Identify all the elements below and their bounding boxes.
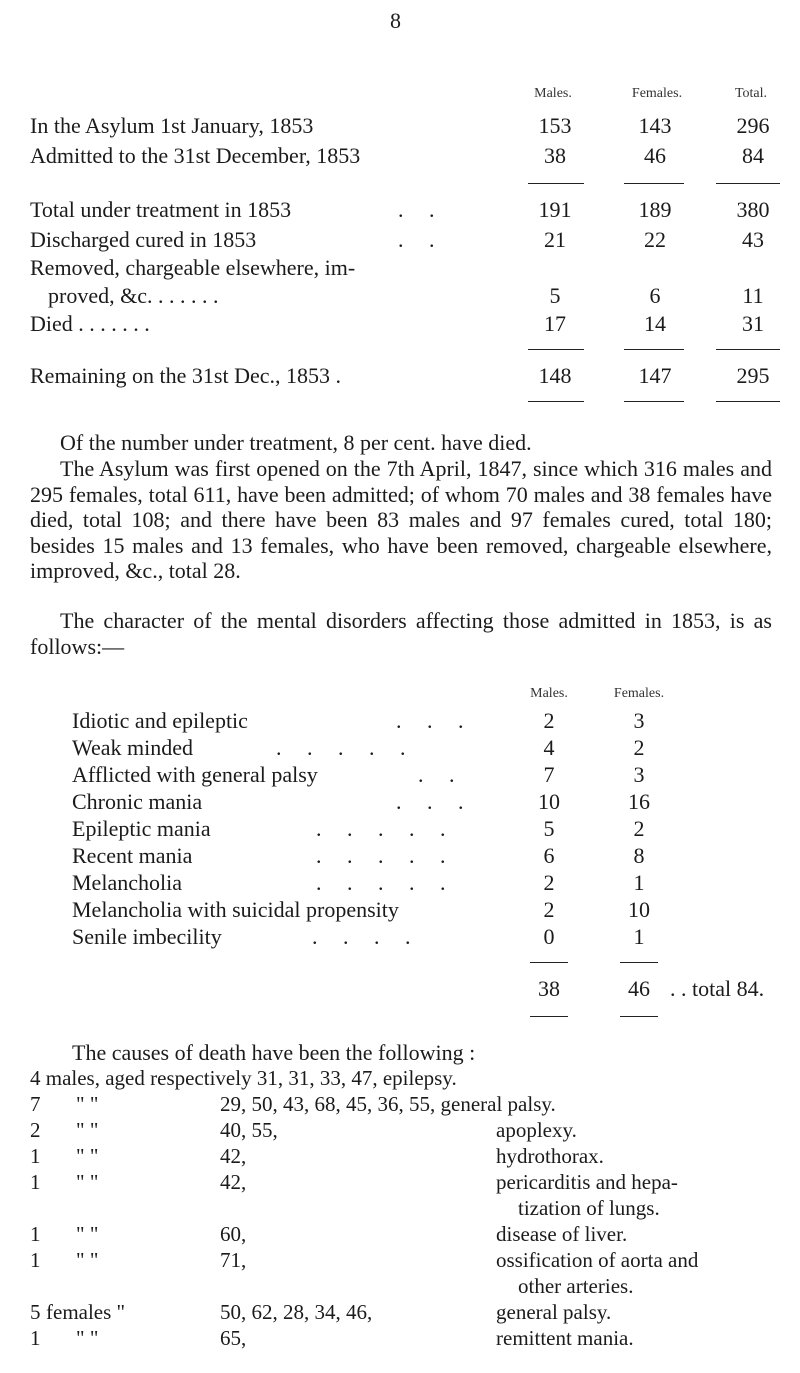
disorder-label: Epileptic mania [72, 816, 211, 841]
summary-row-label: Total under treatment in 1853 [30, 197, 292, 222]
summary-cell: 22 [644, 227, 666, 252]
disorder-cell: 8 [633, 843, 645, 868]
disorder-cell: 10 [628, 897, 650, 922]
leader-dots: . . [398, 197, 445, 222]
cause-row [30, 1222, 628, 1247]
summary-cell: 295 [736, 363, 770, 388]
summary-cell: 6 [649, 283, 661, 308]
disorder-cell: 1 [633, 870, 645, 895]
sum-rule [530, 1016, 568, 1017]
summary-cell: 46 [644, 143, 666, 168]
disorder-cell: 5 [543, 816, 555, 841]
cause-row [30, 1300, 612, 1325]
paragraph [30, 430, 772, 456]
summary-cell: 380 [736, 197, 770, 222]
sum-rule [624, 183, 684, 184]
cause-ages: 42, [220, 1144, 247, 1168]
leader-dots: . . . . [312, 924, 421, 949]
cause-who: females " [46, 1300, 126, 1324]
cause-ages: respectively 31, 31, 33, 47, [150, 1066, 378, 1090]
summary-cell: 43 [742, 227, 764, 252]
disorder-label: Idiotic and epileptic [72, 708, 248, 733]
leader-dots: . . . . . [316, 816, 456, 841]
disorder-cell: 4 [543, 735, 555, 760]
sum-rule [624, 349, 684, 350]
paragraph-text: Of the number under treatment, 8 per cent. have died. [60, 430, 532, 455]
sum-rule [528, 349, 584, 350]
summary-cell: 84 [742, 143, 764, 168]
cause-ages: 50, 62, 28, 34, 46, [220, 1300, 373, 1324]
col-header-females: Females. [613, 686, 665, 701]
leader-dots: . . . . . [276, 735, 416, 760]
ditto-marks: " " [76, 1248, 99, 1272]
summary-cell: 189 [638, 197, 672, 222]
cause-ages: 60, [220, 1222, 247, 1246]
summary-cell: 31 [742, 311, 764, 336]
cause-ages: 65, [220, 1326, 247, 1350]
col-header-females: Females. [631, 86, 683, 101]
cause-name-cont: other arteries. [518, 1274, 634, 1298]
cause-count: 1 [30, 1248, 41, 1272]
paragraph-text: The character of the mental disorders affecting those admitted in 1853, is as follows:— [30, 608, 772, 659]
leader-dots: . . . . . [316, 843, 456, 868]
cause-ages: 42, [220, 1170, 247, 1194]
disorder-cell: 16 [628, 789, 650, 814]
summary-cell: 38 [544, 143, 566, 168]
summary-cell: 296 [736, 113, 770, 138]
sum-rule [530, 962, 568, 963]
cause-row [30, 1066, 457, 1091]
paragraph-text: The Asylum was first opened on the 7th April, 1847, since which 316 males and 295 females, total 611, have been admitted; of whom 70 males and 38 females have died, total 108; and there have been 83 males and 97 females cured, total 180; besides 15 males and 13 females, who have been removed, chargeable elsewhere, improved, &c., total 28. [30, 456, 772, 583]
summary-cell: 14 [644, 311, 666, 336]
leader-dots: . . . [396, 708, 474, 733]
disorder-label: Recent mania [72, 843, 193, 868]
cause-count: 1 [30, 1144, 41, 1168]
sum-rule [528, 183, 584, 184]
disorder-cell: 1 [633, 924, 645, 949]
summary-cell: 153 [538, 113, 572, 138]
cause-ages: 29, 50, 43, 68, 45, 36, 55, general palsy. [220, 1092, 556, 1116]
cause-count: 7 [30, 1092, 41, 1116]
paragraph [30, 456, 772, 584]
col-header-total: Total. [734, 86, 768, 101]
summary-cell: 191 [538, 197, 572, 222]
sum-rule [620, 1016, 658, 1017]
summary-cell: 5 [549, 283, 561, 308]
cause-name: ossification of aorta and [496, 1248, 699, 1272]
summary-row-label-cont: proved, &c. . . . . . . [48, 283, 219, 308]
cause-count: 4 [30, 1066, 41, 1090]
disorder-grand-total: . . total 84. [670, 976, 765, 1001]
col-header-males: Males. [534, 86, 572, 101]
cause-count: 1 [30, 1222, 41, 1246]
summary-row-label: Discharged cured in 1853 [30, 227, 257, 252]
disorder-cell: 10 [538, 789, 560, 814]
col-header-males: Males. [530, 686, 568, 701]
disorder-label: Senile imbecility [72, 924, 222, 949]
cause-name: disease of liver. [496, 1222, 628, 1246]
summary-row-label: Died . . . . . . . [30, 311, 150, 336]
disorder-label: Melancholia with suicidal propensity [72, 897, 399, 922]
ditto-marks: " " [76, 1222, 99, 1246]
sum-rule [716, 349, 780, 350]
disorder-cell: 7 [543, 762, 555, 787]
paragraph [30, 608, 772, 659]
ditto-marks: " " [76, 1144, 99, 1168]
cause-name: hydrothorax. [496, 1144, 604, 1168]
cause-row [30, 1092, 556, 1117]
disorder-label: Afflicted with general palsy [72, 762, 318, 787]
summary-cell: 143 [638, 113, 672, 138]
disorder-total-females: 46 [628, 976, 650, 1001]
cause-row [30, 1118, 577, 1143]
cause-count: 5 [30, 1300, 41, 1324]
sum-rule [528, 401, 584, 402]
sum-rule [716, 401, 780, 402]
cause-row [30, 1326, 634, 1351]
summary-cell: 147 [638, 363, 672, 388]
causes-heading: The causes of death have been the following : [72, 1040, 476, 1065]
summary-cell: 11 [742, 283, 764, 308]
cause-name: remittent mania. [496, 1326, 634, 1350]
cause-who: males, aged [45, 1066, 145, 1090]
disorder-total-males: 38 [538, 976, 560, 1001]
disorder-cell: 2 [633, 735, 645, 760]
leader-dots: . . . [396, 789, 474, 814]
disorder-cell: 6 [543, 843, 555, 868]
leader-dots: . . [398, 227, 445, 252]
cause-name: epilepsy. [382, 1066, 457, 1090]
cause-count: 1 [30, 1326, 41, 1350]
disorder-cell: 0 [543, 924, 555, 949]
cause-count: 1 [30, 1170, 41, 1194]
summary-cell: 148 [538, 363, 572, 388]
cause-row [30, 1144, 604, 1169]
sum-rule [716, 183, 780, 184]
summary-row-label: Removed, chargeable elsewhere, im- [30, 255, 356, 280]
page-number: 8 [390, 8, 401, 33]
disorder-cell: 2 [543, 897, 555, 922]
summary-row-label: In the Asylum 1st January, 1853 [30, 113, 314, 138]
disorder-cell: 2 [543, 870, 555, 895]
disorder-label: Chronic mania [72, 789, 203, 814]
summary-row-label: Admitted to the 31st December, 1853 [30, 143, 361, 168]
disorder-cell: 2 [633, 816, 645, 841]
disorder-label: Weak minded [72, 735, 194, 760]
ditto-marks: " " [76, 1326, 99, 1350]
cause-row [30, 1248, 699, 1298]
cause-name-cont: tization of lungs. [518, 1196, 660, 1220]
cause-name: apoplexy. [496, 1118, 577, 1142]
summary-cell: 17 [544, 311, 566, 336]
leader-dots: . . . . . [316, 870, 456, 895]
disorder-cell: 3 [633, 762, 645, 787]
disorder-cell: 3 [633, 708, 645, 733]
summary-cell: 21 [544, 227, 566, 252]
cause-name: pericarditis and hepa- [496, 1170, 678, 1194]
cause-ages: 71, [220, 1248, 247, 1272]
cause-name: general palsy. [496, 1300, 612, 1324]
ditto-marks: " " [76, 1118, 99, 1142]
ditto-marks: " " [76, 1092, 99, 1116]
sum-rule [624, 401, 684, 402]
ditto-marks: " " [76, 1170, 99, 1194]
cause-count: 2 [30, 1118, 41, 1142]
sum-rule [620, 962, 658, 963]
leader-dots: . . [418, 762, 465, 787]
cause-ages: 40, 55, [220, 1118, 278, 1142]
cause-row [30, 1170, 678, 1220]
disorder-label: Melancholia [72, 870, 182, 895]
disorder-cell: 2 [543, 708, 555, 733]
summary-row-label: Remaining on the 31st Dec., 1853 . [30, 363, 342, 388]
